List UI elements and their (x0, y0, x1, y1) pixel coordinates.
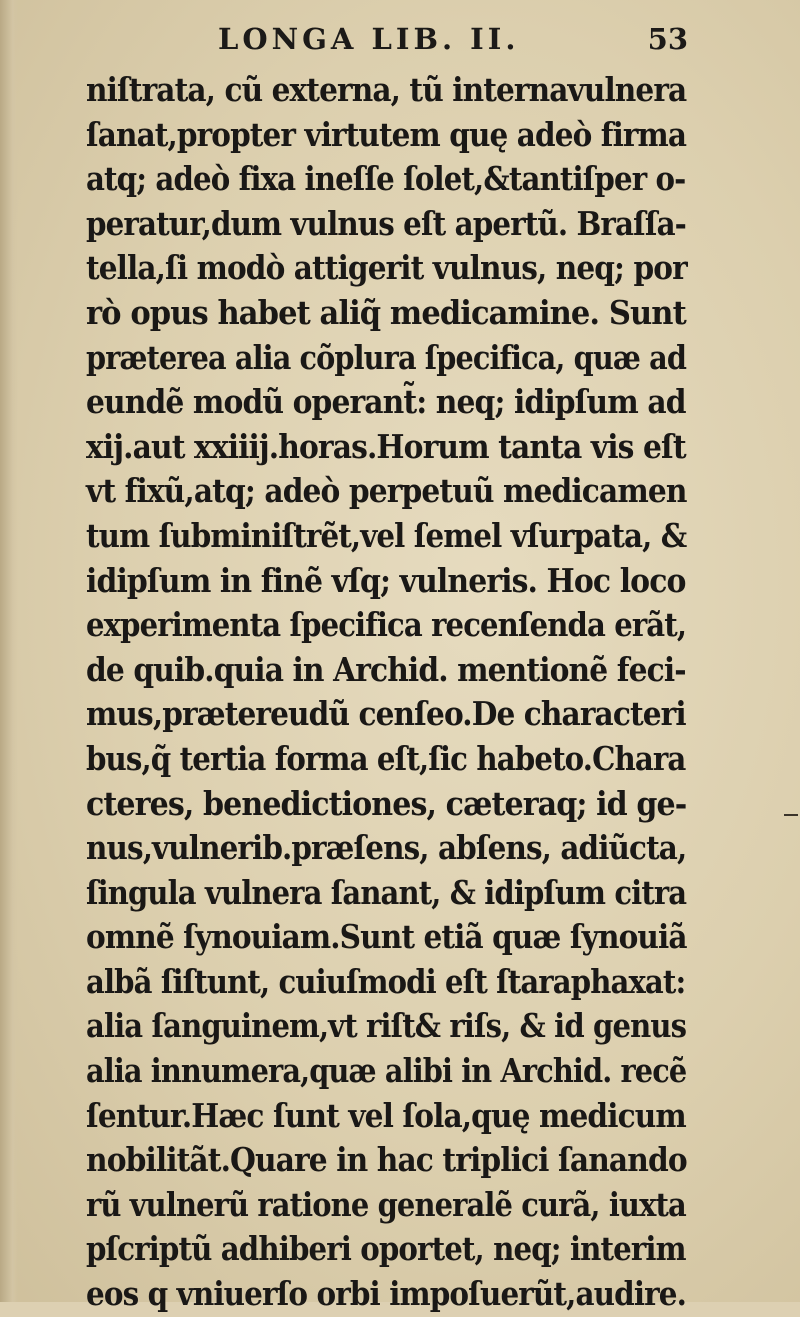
text-line: tum ſubminiſtrẽt,vel ſemel vſurpata, & (86, 515, 687, 555)
running-title: LONGA LIB. II. (218, 22, 520, 56)
text-line: nobilitãt.Quare in hac triplici ſanando (86, 1140, 687, 1180)
text-line: ſanat,propter virtutem quę adeò firma (86, 114, 687, 154)
text-line: alia ſanguinem,vt riſt& riſs, & id genus (86, 1006, 687, 1046)
text-line: eos q vniuerſo orbi impoſuerũt,audire. (86, 1274, 686, 1314)
text-line: vt fixũ,atq; adeò perpetuũ medicamen (86, 471, 687, 511)
text-line: bus,q̃ tertia forma eſt,ſic habeto.Chara (86, 738, 686, 778)
text-line: experimenta ſpecifica recenſenda erãt, (86, 605, 687, 645)
text-line: pſcriptũ adhiberi oportet, neq; interim (86, 1229, 686, 1269)
text-line: tella,ſi modò attigerit vulnus, neq; por (86, 248, 687, 288)
page-header (218, 22, 688, 62)
text-line: cteres, benedictiones, cæteraq; id ge- (86, 783, 687, 823)
margin-mark (784, 814, 798, 816)
text-line: præterea alia cõplura ſpecifica, quæ ad (86, 337, 687, 377)
text-line: idipſum in finẽ vſq; vulneris. Hoc loco (86, 560, 686, 600)
text-line: de quib.quia in Archid. mentionẽ feci- (86, 649, 686, 689)
text-line: atq; adeò fixa ineſſe ſolet,&tantiſper o- (86, 159, 686, 199)
text-line: mus,prætereudũ cenſeo.De characteri (86, 694, 686, 734)
text-line: rũ vulnerũ ratione generalẽ curã, iuxta (86, 1184, 686, 1224)
page-gutter (0, 0, 18, 1302)
body-text (86, 68, 686, 1317)
text-line: rò opus habet aliq̃ medicamine. Sunt (86, 292, 686, 332)
text-line: ſentur.Hæc ſunt vel ſola,quę medicum (86, 1095, 686, 1135)
text-line: ſingula vulnera ſanant, & idipſum citra (86, 872, 687, 912)
page-number: 53 (647, 22, 688, 56)
text-line: alia innumera,quæ alibi in Archid. recẽ (86, 1051, 687, 1091)
text-line: niſtrata, cũ externa, tũ internavulnera (86, 70, 687, 109)
text-line: nus,vulnerib.præſens, abſens, adiũcta, (86, 828, 687, 868)
text-line: albã ſiſtunt, cuiuſmodi eſt ſtaraphaxat: (86, 961, 686, 1001)
text-line: xij.aut xxiiij.horas.Horum tanta vis eſt (86, 426, 686, 466)
text-line: eundẽ modũ operant̃: neq; idipſum ad (86, 382, 686, 422)
text-line: omnẽ ſynouiam.Sunt etiã quæ ſynouiã (86, 917, 687, 957)
text-line: peratur,dum vulnus eſt apertũ. Braſſa- (86, 203, 686, 243)
